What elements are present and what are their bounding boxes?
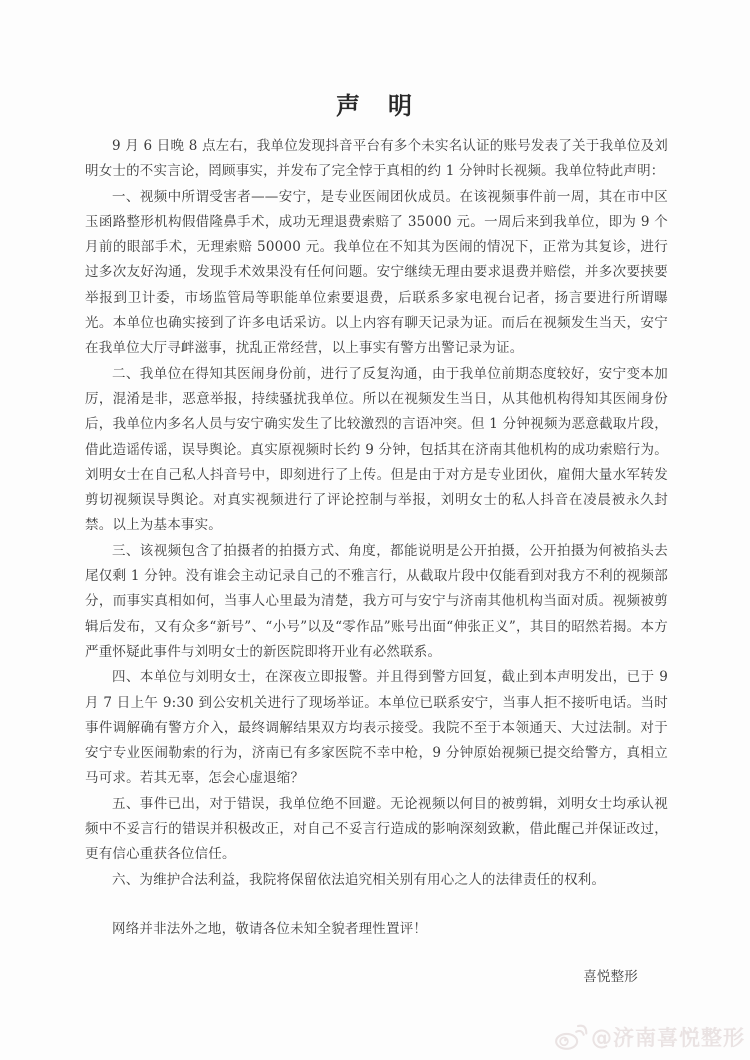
- paragraph-item-6: 六、为维护合法利益，我院将保留依法追究相关别有用心之人的法律责任的权利。: [112, 871, 606, 888]
- document-body: [85, 134, 668, 991]
- weibo-logo-icon: [554, 1023, 588, 1051]
- page-title: 声 明: [336, 91, 414, 120]
- paragraph-item-5: 五、事件已出，对于错误，我单位绝不回避。无论视频以何目的被剪辑，刘明女士均承认视频中不妥言行的错误并积极改正，对自己不妥言行造成的影响深刻致歉，借此醒己并保证改过，更有信心重获各位信任。: [85, 795, 668, 863]
- paragraph-item-2: 二、我单位在得知其医闹身份前，进行了反复沟通，由于我单位前期态度较好，安宁变本加厉，混淆是非，恶意举报，持续骚扰我单位。所以在视频发生当日，从其他机构得知其医闹身份后，我单位内多名人员与安宁确实发生了比较激烈的言语冲突。但 1 分钟视频为恶意截取片段，借此造谣传谣，误导舆论。真实原视频时长约 9 分钟，包括其在济南其他机构的成功索赔行为。刘明女士在自己私人抖音号中，即刻进行了上传。但是由于对方是专业团伙，雇佣大量水军转发剪切视频误导舆论。对真实视频进行了评论控制与举报，刘明女士的私人抖音在凌晨被永久封禁。以上为基本事实。: [85, 365, 668, 534]
- weibo-watermark: [554, 1022, 745, 1052]
- weibo-handle: @济南喜悦整形: [591, 1026, 745, 1050]
- paragraph-item-3: 三、该视频包含了拍摄者的拍摄方式、角度，都能说明是公开拍摄，公开拍摄为何被掐头去尾仅剩 1 分钟。没有谁会主动记录自己的不雅言行，从截取片段中仅能看到对我方不利的视频部分，而事实真相如何，当事人心里最为清楚，我方可与安宁与济南其他机构当面对质。视频被剪辑后发布，又有众多“新号”、“小号”以及“零作品”账号出面“伸张正义”，其目的昭然若揭。本方严重怀疑此事件与刘明女士的新医院即将开业有必然联系。: [85, 542, 668, 660]
- paragraph-item-1: 一、视频中所谓受害者——安宁，是专业医闹团伙成员。在该视频事件前一周，其在市中区玉函路整形机构假借隆鼻手术，成功无理退费索赔了 35000 元。一周后来到我单位，即为 9 个月前的眼部手术，无理索赔 50000 元。我单位在不知其为医闹的情况下，正常为其复诊，进行过多次友好沟通，发现手术效果没有任何问题。安宁继续无理由要求退费并赔偿，并多次要挟要举报到卫计委，市场监管局等职能单位索要退费，后联系多家电视台记者，扬言要进行所谓曝光。本单位也确实接到了许多电话采访。以上内容有聊天记录为证。而后在视频发生当天，安宁在我单位大厅寻衅滋事，扰乱正常经营，以上事实有警方出警记录为证。: [85, 188, 668, 357]
- closing-remark: 网络并非法外之地，敬请各位未知全貌者理性置评！: [112, 920, 428, 937]
- signature: 喜悦整形: [583, 969, 638, 986]
- paragraph-item-4: 四、本单位与刘明女士，在深夜立即报警。并且得到警方回复，截止到本声明发出，已于 9 月 7 日上午 9:30 到公安机关进行了现场举证。本单位已联系安宁，当事人拒不接听电话。当时事件调解确有警方介入，最终调解结果双方均表示接受。我院不至于本领通天、大过法制。对于安宁专业医闹勒索的行为，济南已有多家医院不幸中枪，9 分钟原始视频已提交给警方，真相立马可求。若其无辜，怎会心虚退缩？: [85, 669, 668, 787]
- paragraph-intro: 9 月 6 日晚 8 点左右，我单位发现抖音平台有多个未实名认证的账号发表了关于我单位及刘明女士的不实言论，罔顾事实，并发布了完全悖于真相的约 1 分钟时长视频。我单位特此声明：: [85, 138, 668, 180]
